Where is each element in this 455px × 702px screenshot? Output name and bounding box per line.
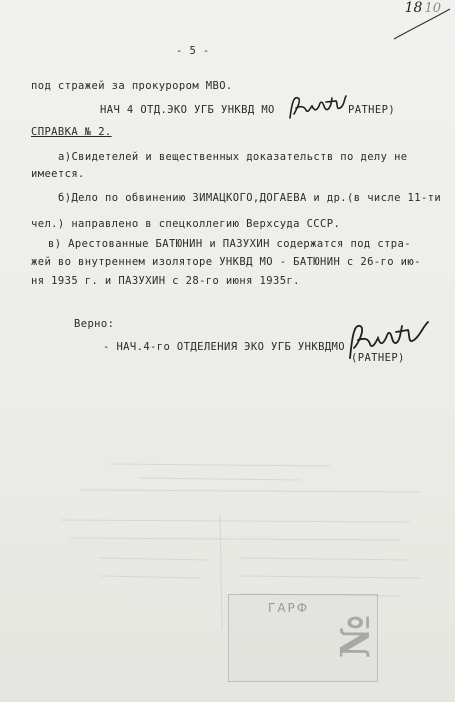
text-line-7: чел.) направлено в спецколлегию Верхсуда СССР. xyxy=(31,218,341,230)
text-line-12: - НАЧ.4-го ОТДЕЛЕНИЯ ЭКО УГБ УНКВДМО xyxy=(103,341,345,353)
stamp-numero-mark: № xyxy=(332,614,380,659)
handwritten-signature-1 xyxy=(286,92,348,124)
text-line-10: ня 1935 г. и ПАЗУХИН с 28-го июня 1935г. xyxy=(31,275,300,287)
text-line-11: Верно: xyxy=(74,318,115,330)
text-line-5: имеется. xyxy=(31,168,85,180)
stamp-label: ГАРФ xyxy=(268,601,310,615)
text-line-2: НАЧ 4 ОТД.ЭКО УГБ УНКВД МО xyxy=(100,104,275,116)
archive-number-stroke xyxy=(392,7,452,41)
text-line-8: в) Арестованные БАТЮНИН и ПАЗУХИН содержатся под стра- xyxy=(48,238,411,250)
section-heading: СПРАВКА № 2. xyxy=(31,126,112,138)
page-number: - 5 - xyxy=(176,45,210,57)
text-line-6: б)Дело по обвинению ЗИМАЦКОГО,ДОГАЕВА и др.(в числе 11-ти xyxy=(58,192,442,204)
text-line-9: жей во внутреннем изоляторе УНКВД МО - БАТЮНИН с 26-го ию- xyxy=(31,256,421,268)
text-line-1: под стражей за прокурором МВО. xyxy=(31,80,233,92)
archive-stamp xyxy=(228,594,378,682)
text-line-3: РАТНЕР) xyxy=(348,104,396,116)
text-line-13: (РАТНЕР) xyxy=(351,352,405,364)
archive-number-old: 10 xyxy=(424,1,441,16)
text-line-4: а)Свидетелей и вещественных доказательств по делу не xyxy=(58,151,408,163)
archive-number-current: 18 xyxy=(404,0,423,16)
